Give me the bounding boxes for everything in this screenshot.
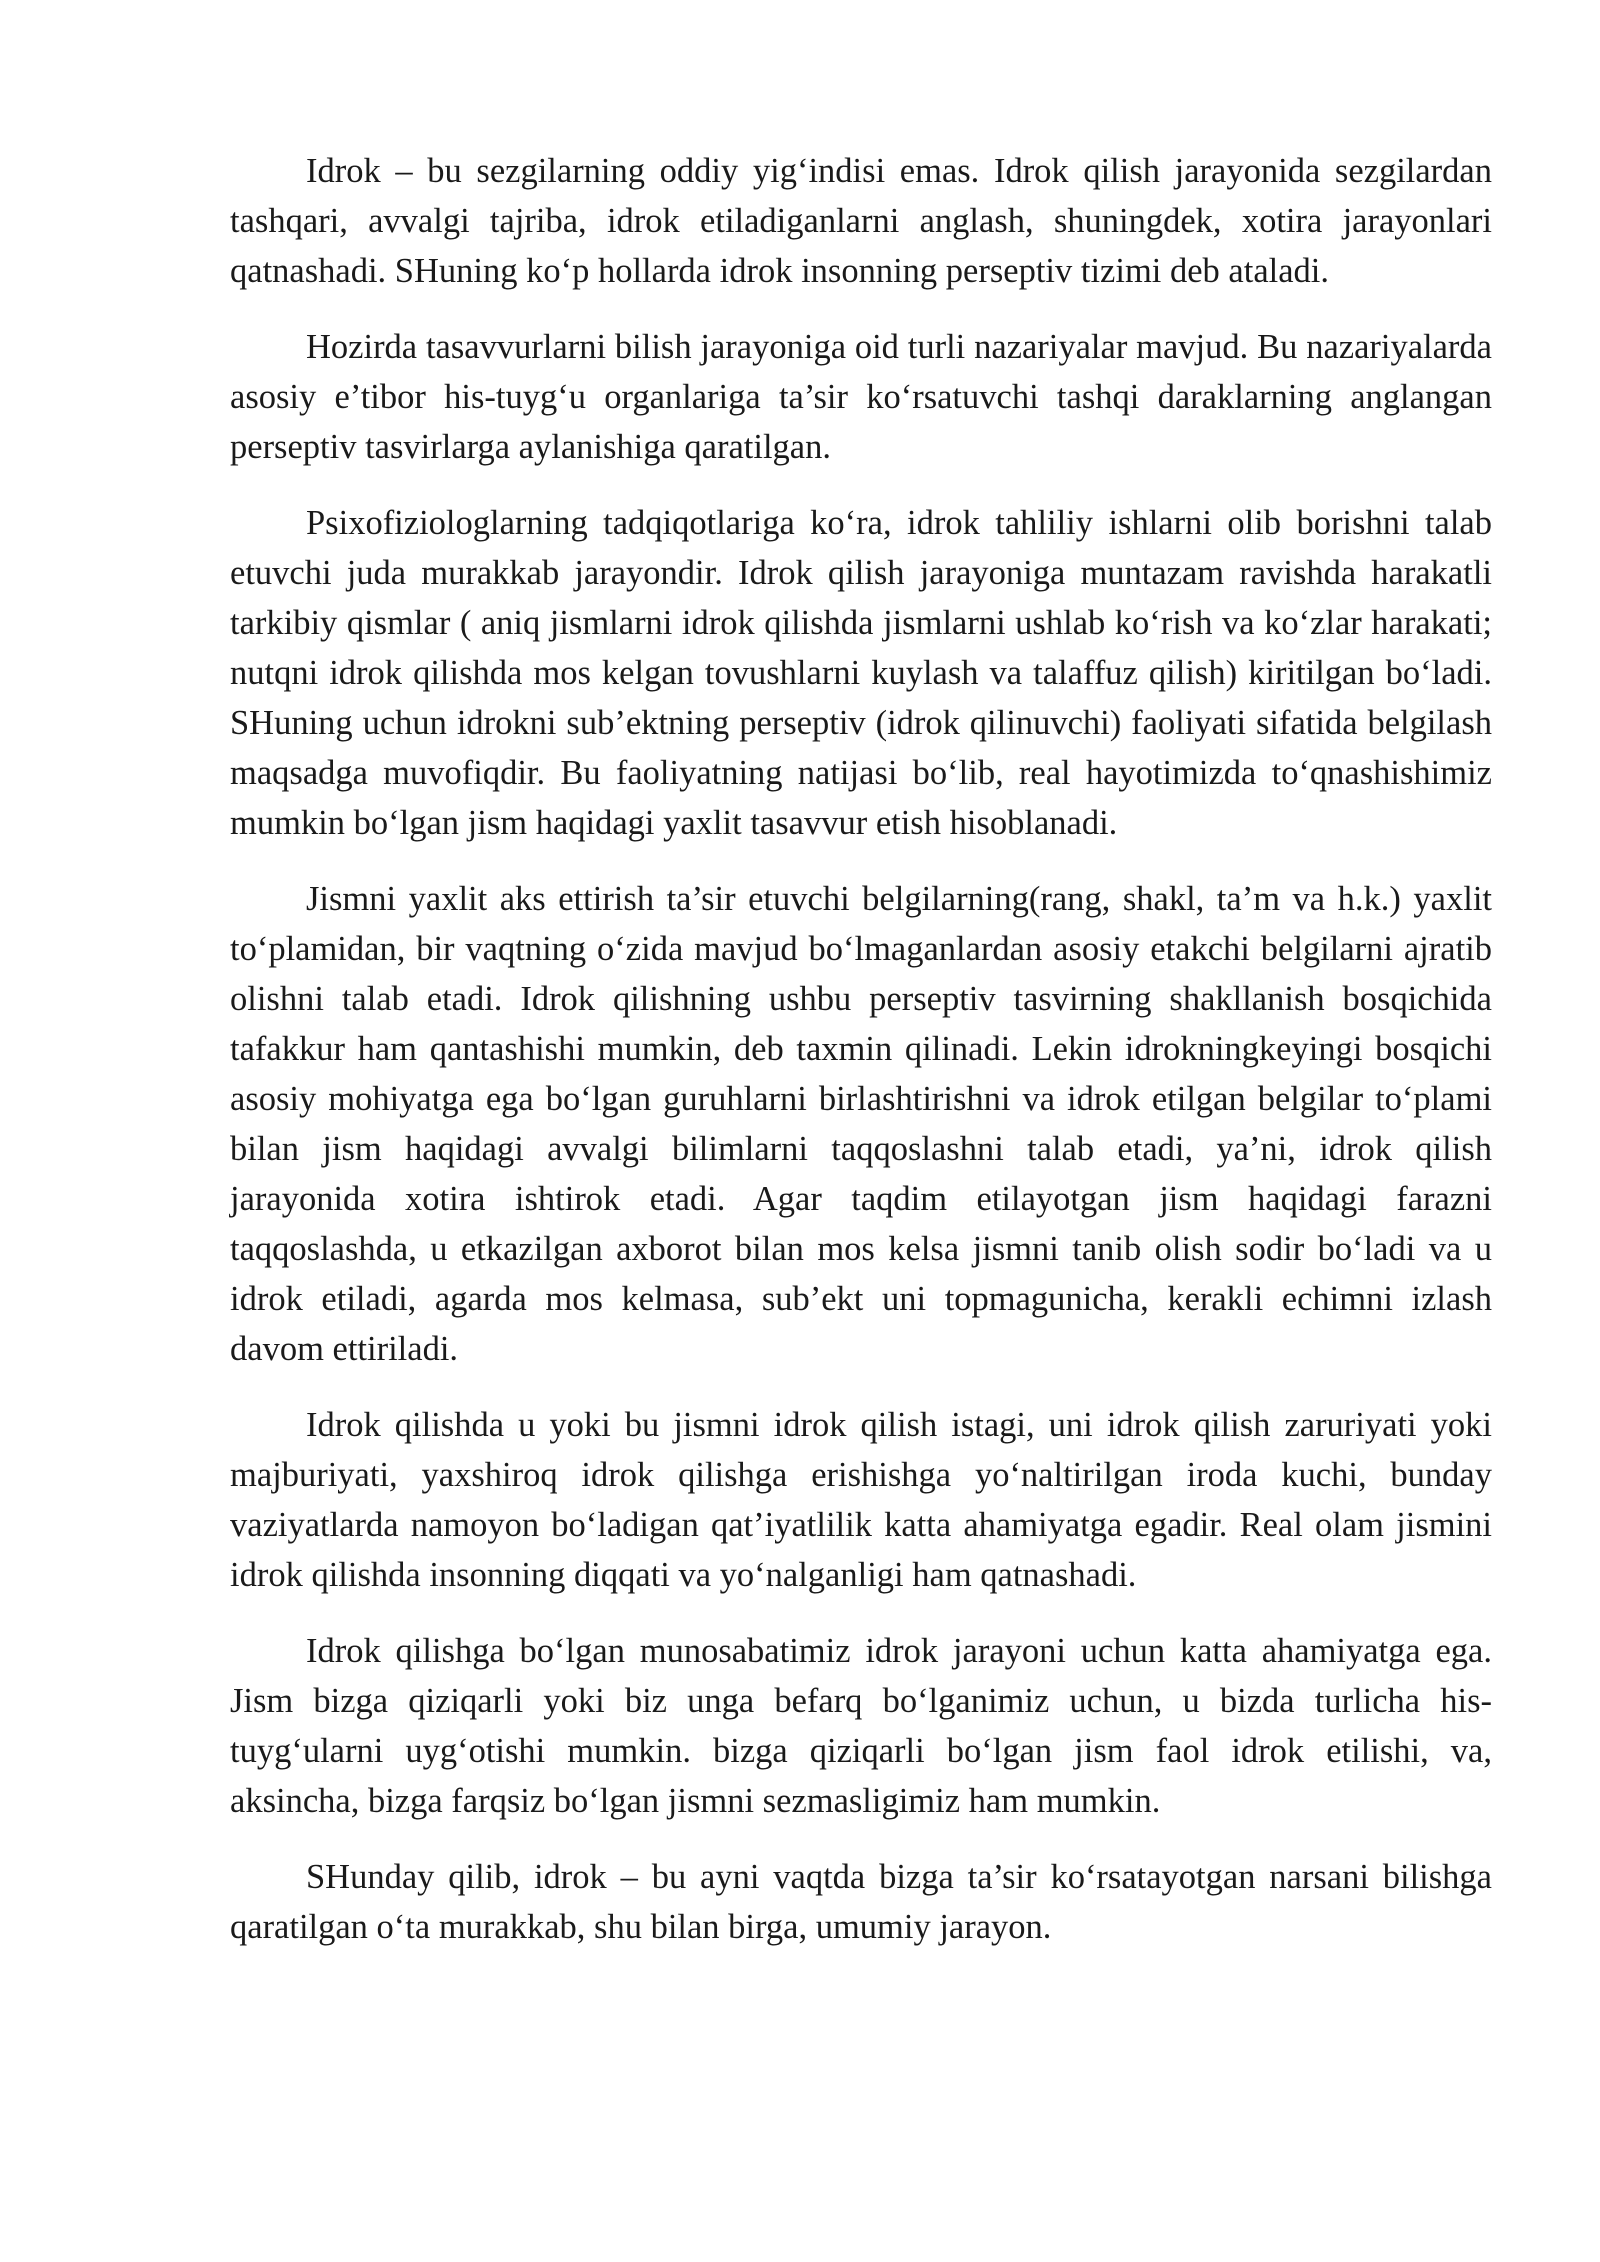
paragraph-5: Idrok qilishda u yoki bu jismni idrok qilish istagi, uni idrok qilish zaruriyati yoki majburiyati, yaxshiroq idrok qilishga erishishga yo‘naltirilgan iroda kuchi, bunday vaziyatlarda namoyon bo‘ladigan qat’iyatlilik katta ahamiyatga egadir. Real olam jismini idrok qilishda insonning diqqati va yo‘nalganligi ham qatnashadi. <box>230 1406 1492 1594</box>
paragraph-4: Jismni yaxlit aks ettirish ta’sir etuvchi belgilarning(rang, shakl, ta’m va h.k.) yaxlit to‘plamidan, bir vaqtning o‘zida mavjud bo‘lmaganlardan asosiy etakchi belgilarni ajratib olishni talab etadi. Idrok qilishning ushbu perseptiv tasvirning shakllanish bosqichida tafakkur ham qantashishi mumkin, deb taxmin qilinadi. Lekin idrokningkeyingi bosqichi asosiy mohiyatga ega bo‘lgan guruhlarni birlashtirishni va idrok etilgan belgilar to‘plami bilan jism haqidagi avvalgi bilimlarni taqqoslashni talab etadi, ya’ni, idrok qilish jarayonida xotira ishtirok etadi. Agar taqdim etilayotgan jism haqidagi farazni taqqoslashda, u etkazilgan axborot bilan mos kelsa jismni tanib olish sodir bo‘ladi va u idrok etiladi, agarda mos kelmasa, sub’ekt uni topmagunicha, kerakli echimni izlash davom ettiriladi. <box>230 880 1492 1368</box>
paragraph-2: Hozirda tasavvurlarni bilish jarayoniga oid turli nazariyalar mavjud. Bu nazariyalarda asosiy e’tibor his-tuyg‘u organlariga ta’sir ko‘rsatuvchi tashqi daraklarning anglangan perseptiv tasvirlarga aylanishiga qaratilgan. <box>230 328 1492 466</box>
paragraph-6: Idrok qilishga bo‘lgan munosabatimiz idrok jarayoni uchun katta ahamiyatga ega. Jism bizga qiziqarli yoki biz unga befarq bo‘lganimiz uchun, u bizda turlicha his-tuyg‘ularni uyg‘otishi mumkin. bizga qiziqarli bo‘lgan jism faol idrok etilishi, va, aksincha, bizga farqsiz bo‘lgan jismni sezmasligimiz ham mumkin. <box>230 1632 1492 1820</box>
paragraph-7: SHunday qilib, idrok – bu ayni vaqtda bizga ta’sir ko‘rsatayotgan narsani bilishga qaratilgan o‘ta murakkab, shu bilan birga, umumiy jarayon. <box>230 1858 1492 1946</box>
paragraph-1: Idrok – bu sezgilarning oddiy yig‘indisi emas. Idrok qilish jarayonida sezgilardan tashqari, avvalgi tajriba, idrok etiladiganlarni anglash, shuningdek, xotira jarayonlari qatnashadi. SHuning ko‘p hollarda idrok insonning perseptiv tizimi deb ataladi. <box>230 152 1492 290</box>
paragraph-3: Psixofiziologlarning tadqiqotlariga ko‘ra, idrok tahliliy ishlarni olib borishni talab etuvchi juda murakkab jarayondir. Idrok qilish jarayoniga muntazam ravishda harakatli tarkibiy qismlar ( aniq jismlarni idrok qilishda jismlarni ushlab ko‘rish va ko‘zlar harakati; nutqni idrok qilishda mos kelgan tovushlarni kuylash va talaffuz qilish) kiritilgan bo‘ladi. SHuning uchun idrokni sub’ektning perseptiv (idrok qilinuvchi) faoliyati sifatida belgilash maqsadga muvofiqdir. Bu faoliyatning natijasi bo‘lib, real hayotimizda to‘qnashishimiz mumkin bo‘lgan jism haqidagi yaxlit tasavvur etish hisoblanadi. <box>230 504 1492 842</box>
document-body <box>230 146 1492 1952</box>
